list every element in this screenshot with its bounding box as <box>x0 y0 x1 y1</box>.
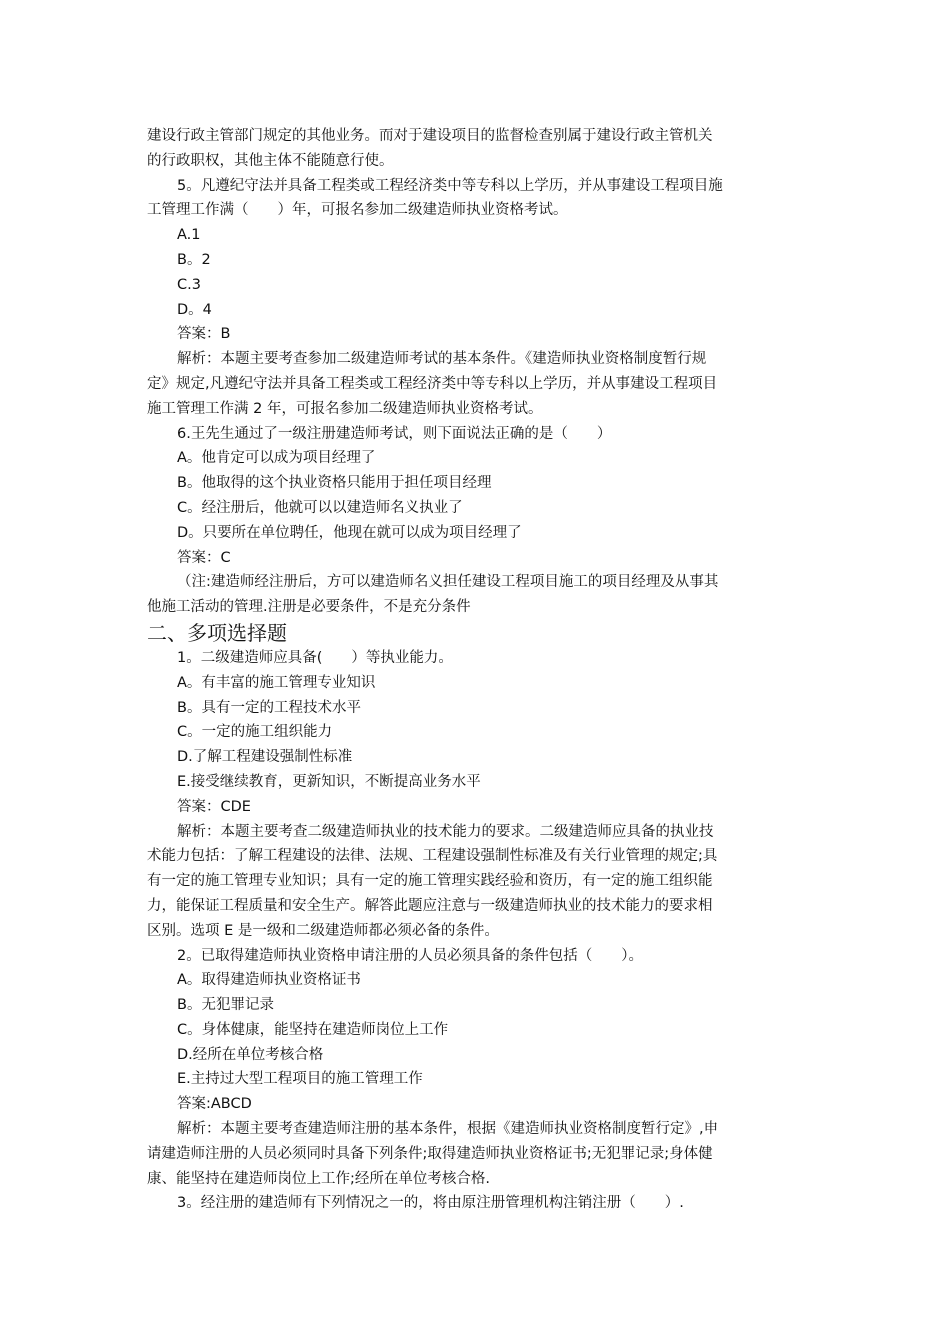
text-line: 施工管理工作满 2 年，可报名参加二级建造师执业资格考试。 <box>147 400 543 417</box>
text-line: E.接受继续教育，更新知识，不断提高业务水平 <box>177 773 481 790</box>
text-line: 他施工活动的管理.注册是必要条件，不是充分条件 <box>147 599 471 616</box>
text-line: 有一定的施工管理专业知识；具有一定的施工管理实践经验和资历，有一定的施工组织能 <box>147 873 713 890</box>
text-line: C。一定的施工组织能力 <box>177 724 333 741</box>
document-body <box>147 124 807 1216</box>
text-line: A。有丰富的施工管理专业知识 <box>177 674 376 691</box>
text-line: B。无犯罪记录 <box>177 997 274 1014</box>
text-line: 答案:ABCD <box>177 1096 252 1113</box>
text-line: 解析：本题主要考查参加二级建造师考试的基本条件。《建造师执业资格制度暂行规 <box>177 351 707 368</box>
text-line: D。只要所在单位聘任，他现在就可以成为项目经理了 <box>177 524 522 541</box>
text-line: 解析：本题主要考查建造师注册的基本条件，根据《建造师执业资格制度暂行定》,申 <box>177 1121 719 1138</box>
text-line: B。他取得的这个执业资格只能用于担任项目经理 <box>177 475 492 492</box>
text-line: 2。已取得建造师执业资格申请注册的人员必须具备的条件包括（ ）。 <box>177 947 643 964</box>
text-line: 答案：B <box>177 326 231 343</box>
text-line: 工管理工作满（ ）年，可报名参加二级建造师执业资格考试。 <box>147 202 568 219</box>
text-line: D。4 <box>177 301 212 318</box>
text-line: 6.王先生通过了一级注册建造师考试，则下面说法正确的是（ ） <box>177 425 612 442</box>
text-line: （注:建造师经注册后，方可以建造师名义担任建设工程项目施工的项目经理及从事其 <box>177 574 719 591</box>
text-line: 5。凡遵纪守法并具备工程类或工程经济类中等专科以上学历，并从事建设工程项目施 <box>177 177 723 194</box>
text-line: 3。经注册的建造师有下列情况之一的，将由原注册管理机构注销注册（ ）. <box>177 1195 684 1212</box>
text-line: 解析：本题主要考查二级建造师执业的技术能力的要求。二级建造师应具备的执业技 <box>177 823 714 840</box>
text-line: 1。二级建造师应具备( ）等执业能力。 <box>177 649 453 666</box>
text-line: A.1 <box>177 227 201 244</box>
text-line: 力，能保证工程质量和安全生产。解答此题应注意与一级建造师执业的技术能力的要求相 <box>147 897 713 914</box>
text-line: 答案：C <box>177 549 231 566</box>
text-line: A。他肯定可以成为项目经理了 <box>177 450 376 467</box>
text-line: A。取得建造师执业资格证书 <box>177 972 361 989</box>
text-line: C。经注册后，他就可以以建造师名义执业了 <box>177 499 463 516</box>
section-heading: 二、多项选择题 <box>147 620 287 645</box>
text-line: B。2 <box>177 251 211 268</box>
text-line: 建设行政主管部门规定的其他业务。而对于建设项目的监督检查别属于建设行政主管机关 <box>147 128 713 144</box>
text-line: 答案：CDE <box>177 798 251 815</box>
text-line: 请建造师注册的人员必须同时具备下列条件;取得建造师执业资格证书;无犯罪记录;身体健 <box>147 1145 713 1162</box>
text-line: 术能力包括：了解工程建设的法律、法规、工程建设强制性标准及有关行业管理的规定;具 <box>147 848 718 865</box>
text-line: E.主持过大型工程项目的施工管理工作 <box>177 1071 423 1088</box>
text-line: D.了解工程建设强制性标准 <box>177 749 353 766</box>
text-line: 的行政职权，其他主体不能随意行使。 <box>147 152 394 169</box>
text-line: 定》规定,凡遵纪守法并具备工程类或工程经济类中等专科以上学历，并从事建设工程项目 <box>147 375 718 392</box>
text-line: 区别。选项 E 是一级和二级建造师都必须必备的条件。 <box>147 922 499 939</box>
text-line: B。具有一定的工程技术水平 <box>177 699 361 716</box>
text-line: 康、能坚持在建造师岗位上工作;经所在单位考核合格. <box>147 1170 490 1187</box>
text-line: C。身体健康，能坚持在建造师岗位上工作 <box>177 1021 449 1038</box>
text-line: C.3 <box>177 276 201 293</box>
text-line: D.经所在单位考核合格 <box>177 1046 324 1063</box>
